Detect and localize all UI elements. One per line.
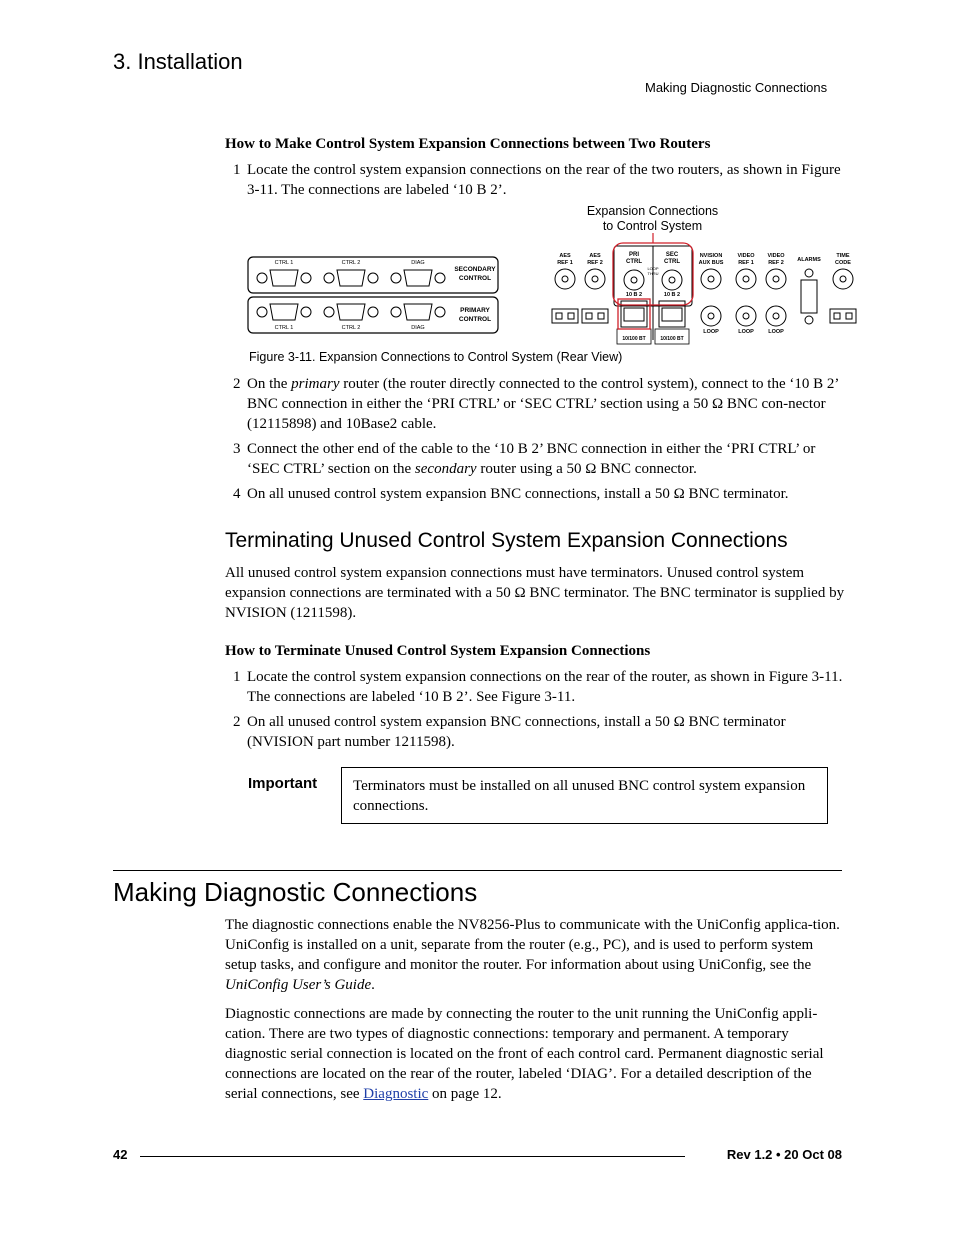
running-head: Making Diagnostic Connections <box>645 80 828 95</box>
video-ref2-bnc <box>766 269 786 289</box>
alarms-label: ALARMS <box>797 257 821 263</box>
procedure-heading-terminate: How to Terminate Unused Control System Expansion Connections <box>225 643 651 659</box>
diagnostic-paragraph-2: Diagnostic connections are made by connecting the router to the unit running the UniConfig appli-cation. There are two types of diagnostic connections: temporary and permanent. A temporary diagnostic serial connection is located on the front of each control card. Permanent diagnostic serial connections are located on the rear of the router, labeled ‘DIAG’. For a detailed description of the serial connections, see Diagnostic on page 12. <box>225 1006 824 1102</box>
primary-control-panel <box>248 297 498 333</box>
primary-label-2: CONTROL <box>458 316 492 323</box>
step-4 <box>225 484 845 504</box>
sec-10b2-label: 10 B 2 <box>663 292 681 298</box>
section-heading-terminating: Terminating Unused Control System Expansion Connections <box>225 529 788 552</box>
revision-info: Rev 1.2 • 20 Oct 08 <box>726 1147 842 1162</box>
nvision-aux-label-2: AUX BUS <box>698 260 724 266</box>
video-ref2-loop-bnc <box>766 306 786 326</box>
step-1 <box>225 160 845 200</box>
alarms-db9 <box>801 269 817 324</box>
video-ref1-bnc <box>736 269 756 289</box>
aes-ref1-bnc <box>555 269 575 289</box>
nvision-aux-label-1: NVISION <box>699 253 723 259</box>
video-ref1-label-1: VIDEO <box>737 253 755 259</box>
rear-connector-panel <box>552 243 856 344</box>
sec-ctrl-label-1: SEC <box>665 252 679 258</box>
nvision-aux-bnc <box>701 269 721 289</box>
pri-10-100bt-label: 10/100 BT <box>622 336 646 342</box>
terminate-step-2 <box>225 712 845 752</box>
step-text: On the primary router (the router directly connected to the control system), connect to the ‘10 B 2’ BNC connection in either the ‘PRI CTRL’ or ‘SEC CTRL’ section using a 50 Ω BNC con-nector (12115898) and 10Base2 cable. <box>247 376 839 432</box>
nvision-aux-loop-bnc <box>701 306 721 326</box>
pri-ctrl2-label: CTRL 2 <box>341 325 361 331</box>
section-heading-diagnostic: Making Diagnostic Connections <box>113 877 478 907</box>
callout-line-1: Expansion Connections <box>586 204 719 218</box>
sec-diag-label: DIAG <box>411 260 425 266</box>
pri-ctrl1-label: CTRL 1 <box>274 325 294 331</box>
aes-ref2-label-1: AES <box>589 253 601 259</box>
chapter-title: 3. Installation <box>113 49 243 74</box>
step-number: 1 <box>233 669 241 685</box>
important-note-box <box>341 767 828 824</box>
aes-ref2-label-2: REF 2 <box>587 260 603 266</box>
aes-ref1-label-1: AES <box>559 253 571 259</box>
sec-10-100bt-label: 10/100 BT <box>660 336 684 342</box>
section-divider <box>113 870 842 871</box>
sec-ctrl-label-2: CTRL <box>664 259 680 265</box>
highlight-rj45 <box>618 299 650 329</box>
time-code-label-2: CODE <box>835 260 851 266</box>
secondary-label-2: CONTROL <box>458 275 492 282</box>
step-number: 2 <box>233 714 241 730</box>
step-text: Connect the other end of the cable to the ‘10 B 2’ BNC connection in either the ‘PRI CTRL’ or ‘SEC CTRL’ section on the secondary router using a 50 Ω BNC connector. <box>247 441 816 477</box>
sec-ctrl1-label: CTRL 1 <box>274 260 294 266</box>
video-ref2-label-1: VIDEO <box>767 253 785 259</box>
terminating-paragraph: All unused control system expansion connections must have terminators. Unused control system expansion connections are terminated with a 50 Ω BNC terminator. The BNC terminator is supplied by NVISION (1211598). <box>225 565 845 621</box>
footer-rule <box>140 1156 685 1157</box>
aes-ref1-label-2: REF 1 <box>557 260 573 266</box>
loop-label-2: LOOP <box>738 329 754 335</box>
step-text: On all unused control system expansion BNC connections, install a 50 Ω BNC terminator (NVISION part number 1211598). <box>247 714 786 750</box>
step-number: 1 <box>233 162 241 178</box>
time-code-bnc <box>833 269 853 289</box>
time-code-terminal-block <box>830 309 856 323</box>
loop-label-3: LOOP <box>768 329 784 335</box>
pri-ctrl-label-2: CTRL <box>626 259 642 265</box>
step-number: 2 <box>233 376 241 392</box>
sec-ctrl2-label: CTRL 2 <box>341 260 361 266</box>
aes-terminal-block-2 <box>582 309 608 323</box>
step-2 <box>225 374 845 434</box>
video-ref2-label-2: REF 2 <box>768 260 784 266</box>
time-code-label-1: TIME <box>836 253 850 259</box>
sec-ctrl-10b2-bnc <box>662 270 682 290</box>
step-number: 4 <box>233 486 241 502</box>
procedure-heading-expansion: How to Make Control System Expansion Connections between Two Routers <box>225 136 711 152</box>
important-label: Important <box>248 775 318 792</box>
aes-terminal-block-1 <box>552 309 578 323</box>
video-ref1-label-2: REF 1 <box>738 260 754 266</box>
rear-view-figure <box>240 230 865 348</box>
pri-ctrl-label-1: PRI <box>628 252 640 258</box>
loop-thru-label-2: THRU <box>647 271 659 276</box>
terminate-step-1 <box>225 667 845 707</box>
loop-label-1: LOOP <box>703 329 719 335</box>
pri-diag-label: DIAG <box>411 325 425 331</box>
page-number: 42 <box>113 1147 128 1162</box>
secondary-label-1: SECONDARY <box>454 266 496 273</box>
callout-line-2: to Control System <box>602 219 703 233</box>
loop-thru-label-1: LOOP <box>647 266 659 271</box>
aes-ref2-bnc <box>585 269 605 289</box>
step-text: On all unused control system expansion BNC connections, install a 50 Ω BNC terminator. <box>247 486 789 502</box>
secondary-control-panel <box>248 257 498 293</box>
step-3 <box>225 439 845 479</box>
pri-ctrl-10b2-bnc <box>624 270 644 290</box>
pri-10b2-label: 10 B 2 <box>625 292 643 298</box>
important-note-text: Terminators must be installed on all unused BNC control system expansion connections. <box>353 778 806 814</box>
diagnostic-paragraph-1: The diagnostic connections enable the NV8256-Plus to communicate with the UniConfig applica-tion. UniConfig is installed on a unit, separate from the router (e.g., PC), and is used to perform system setup tasks, and configure and monitor the router. For information about using UniConfig, see the UniConfig User’s Guide. <box>225 917 840 993</box>
diagnostic-link[interactable]: Diagnostic <box>363 1086 429 1102</box>
figure-caption: Figure 3-11. Expansion Connections to Control System (Rear View) <box>249 350 623 364</box>
step-text: Locate the control system expansion connections on the rear of the router, as shown in Figure 3-11. The connections are labeled ‘10 B 2’. See Figure 3-11. <box>247 669 843 705</box>
video-ref1-loop-bnc <box>736 306 756 326</box>
primary-label-1: PRIMARY <box>460 307 490 314</box>
step-text: Locate the control system expansion connections on the rear of the two routers, as shown in Figure 3-11. The connections are labeled ‘10 B 2’. <box>247 162 841 198</box>
step-number: 3 <box>233 441 241 457</box>
